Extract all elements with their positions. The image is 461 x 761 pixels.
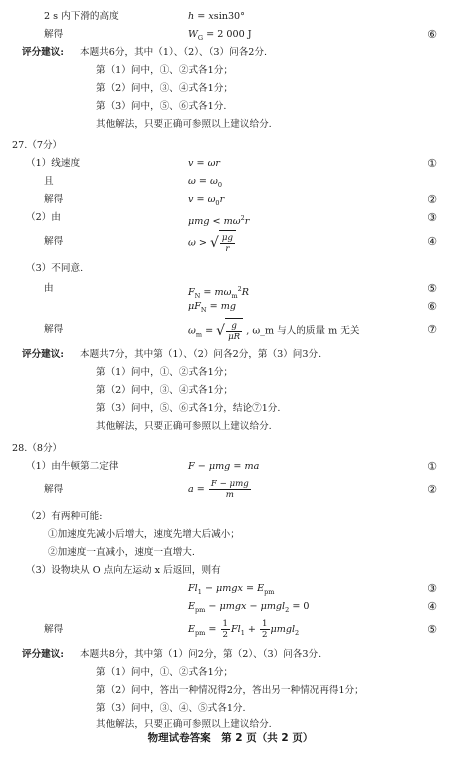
equation-number: ④ [427, 235, 437, 248]
formula: $\mu mg < m\omega^2r$ [188, 214, 250, 228]
text-label: 2 s 内下滑的高度 [44, 11, 119, 22]
text-label: （1）由牛顿第二定律 [26, 461, 119, 472]
eval-text: 本题共6分，其中（1）、（2）、（3）问各2分. [80, 47, 268, 58]
formula: $\omega = \omega_0$ [188, 176, 222, 189]
text-label: 由 [44, 283, 54, 294]
text-label: ②加速度一直减小，速度一直增大. [48, 547, 195, 558]
eval-label: 评分建议: [22, 47, 64, 58]
formula: $E_{pm} - \mu mgx - \mu mgl_2 = 0$ [188, 601, 310, 614]
score-item: 第（3）问中，⑤、⑥式各1分. [96, 101, 227, 112]
question-heading: 28.（8分） [12, 443, 63, 454]
score-item: 第（3）问中，③、④、⑤式各1分. [96, 703, 246, 714]
eval-text: 本题共7分，其中第（1）、（2）问各2分，第（3）问3分. [80, 349, 322, 360]
formula: $\omega_m$ = √ $\frac{g}{\mu R}$ , ω_m 与人的质量 m 无关 [188, 318, 359, 346]
line-wg [0, 26, 461, 44]
equation-number: ⑤ [427, 623, 437, 636]
text-label: 解得 [44, 236, 64, 247]
text-label: 解得 [44, 624, 64, 635]
page-footer: 物理试卷答案 第 2 页（共 2 页） [147, 732, 314, 744]
text-label: （3）设物块从 O 点向左运动 x 后返回，则有 [26, 565, 221, 576]
eval-text: 本题共8分，其中第（1）问2分，第（2）、（3）问各3分. [80, 649, 322, 660]
formula: ω > √ $\frac{\mu g}{r}$ [188, 230, 236, 256]
text-label: （2）有两种可能: [26, 511, 103, 522]
line-height-text [0, 8, 461, 26]
eval-line [0, 44, 461, 62]
text-label: （3）不同意. [26, 263, 84, 274]
formula: v = ωr [188, 158, 221, 169]
conclusion-note: ω_m 与人的质量 m 无关 [252, 325, 360, 337]
formula: $F_N = m\omega_m^2R$ [188, 285, 249, 301]
equation-number: ⑤ [427, 282, 437, 295]
score-item: 第（2）问中，③、④式各1分； [96, 83, 233, 94]
question-heading: 27.（7分） [12, 140, 63, 151]
equation-number: ⑥ [427, 300, 437, 313]
score-item: 第（1）问中，①、②式各1分； [96, 367, 233, 378]
text-label: （2）由 [26, 212, 61, 223]
other-method-note: 其他解法，只要正确可参照以上建议给分. [96, 119, 272, 130]
text-label: 解得 [44, 324, 64, 335]
formula: $v = \omega_0r$ [188, 194, 225, 207]
text-label: 且 [44, 176, 54, 187]
text-label: 解得 [44, 484, 64, 495]
score-item: 第（1）问中，①、②式各1分； [96, 667, 233, 678]
formula: F − μmg = ma [188, 461, 260, 472]
score-item: 第（3）问中，⑤、⑥式各1分，结论⑦1分. [96, 403, 281, 414]
equation-number: ④ [427, 600, 437, 613]
equation-number: ① [427, 460, 437, 473]
formula: $E_{pm}$ = $\frac{1}{2}$ $Fl_1$ + $\frac{1}{2}$ μmgl$_2$ [188, 619, 300, 640]
formula: a = $\frac{\text{F − μmg}}{m}$ [188, 479, 249, 500]
equation-number: ⑥ [427, 28, 437, 41]
score-item: 第（2）问中，③、④式各1分； [96, 385, 233, 396]
text-label: 解得 [44, 29, 64, 40]
other-method-note: 其他解法，只要正确可参照以上建议给分. [96, 719, 272, 730]
formula: $Fl_1 - \mu mgx = E_{pm}$ [188, 583, 275, 596]
formula: h = xsin30° [188, 11, 245, 22]
equation-number: ⑦ [427, 323, 437, 336]
equation-number: ① [427, 157, 437, 170]
equation-number: ② [427, 193, 437, 206]
equation-number: ③ [427, 582, 437, 595]
formula: $\mu F_N$ = mg [188, 301, 237, 314]
eval-label: 评分建议: [22, 649, 64, 660]
score-item: 第（2）问中，答出一种情况得2分，答出另一种情况再得1分； [96, 685, 364, 696]
text-label: （1）线速度 [26, 158, 81, 169]
equation-number: ② [427, 483, 437, 496]
equation-number: ③ [427, 211, 437, 224]
score-item: 第（1）问中，①、②式各1分； [96, 65, 233, 76]
text-label: 解得 [44, 194, 64, 205]
other-method-note: 其他解法，只要正确可参照以上建议给分. [96, 421, 272, 432]
text-label: ①加速度先减小后增大，速度先增大后减小； [48, 529, 240, 540]
formula: $W_G = 2$ 000 J [188, 29, 252, 42]
eval-label: 评分建议: [22, 349, 64, 360]
